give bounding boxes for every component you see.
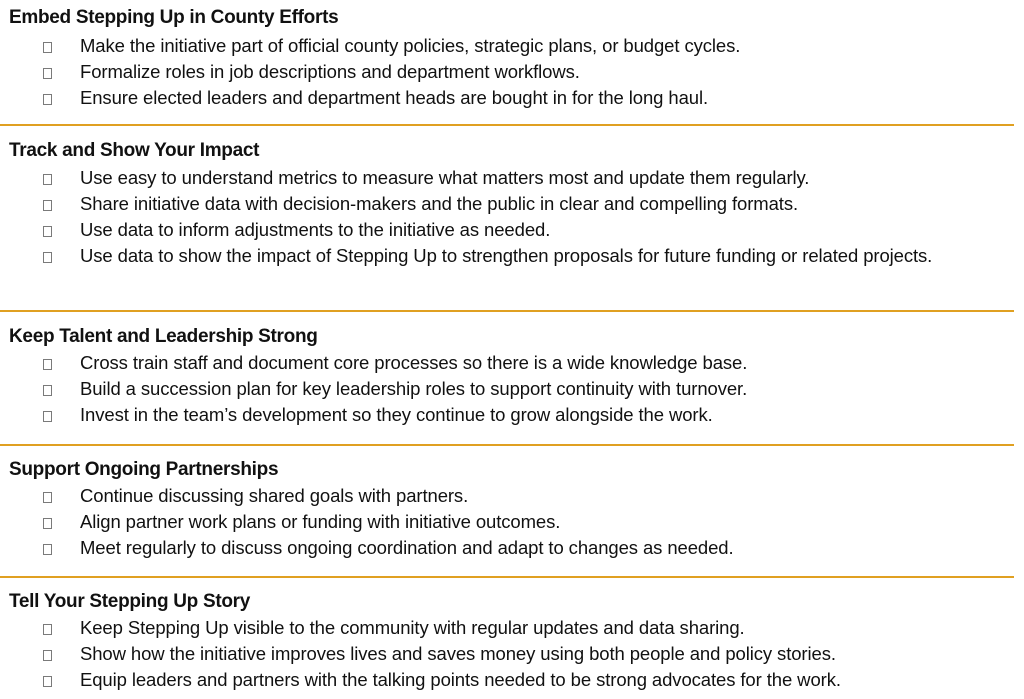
list-item-text: Build a succession plan for key leadership roles to support continuity with turnover. [80,378,748,399]
list-item-text: Use data to show the impact of Stepping Up to strengthen proposals for future funding or related projects. [80,245,933,266]
checkbox-icon [43,94,52,105]
list-item-text: Use easy to understand metrics to measure what matters most and update them regularly. [80,167,810,188]
list-item-text: Equip leaders and partners with the talking points needed to be strong advocates for the work. [80,669,841,690]
checkbox-icon [43,385,52,396]
checkbox-icon [43,68,52,79]
checkbox-icon [43,42,52,53]
list-item-text: Meet regularly to discuss ongoing coordination and adapt to changes as needed. [80,537,734,558]
checkbox-icon [43,359,52,370]
section-title: Track and Show Your Impact [9,140,260,161]
list-item-text: Continue discussing shared goals with partners. [80,485,469,506]
checkbox-icon [43,518,52,529]
section-title: Support Ongoing Partnerships [9,459,279,480]
list-item-text: Use data to inform adjustments to the initiative as needed. [80,219,551,240]
checkbox-icon [43,492,52,503]
section-title: Keep Talent and Leadership Strong [9,326,318,347]
section-divider [0,124,1014,126]
list-item-text: Keep Stepping Up visible to the community with regular updates and data sharing. [80,617,745,638]
checkbox-icon [43,252,52,263]
checkbox-icon [43,200,52,211]
checkbox-icon [43,650,52,661]
list-item-text: Invest in the team’s development so they continue to grow alongside the work. [80,404,713,425]
section-divider [0,444,1014,446]
section-divider [0,576,1014,578]
list-item-text: Formalize roles in job descriptions and department workflows. [80,61,580,82]
checkbox-icon [43,174,52,185]
checkbox-icon [43,411,52,422]
checkbox-icon [43,226,52,237]
section-title: Tell Your Stepping Up Story [9,591,251,612]
checkbox-icon [43,676,52,687]
list-item-text: Show how the initiative improves lives and saves money using both people and policy stories. [80,643,836,664]
list-item-text: Ensure elected leaders and department heads are bought in for the long haul. [80,87,709,108]
list-item-text: Share initiative data with decision-makers and the public in clear and compelling formats. [80,193,799,214]
list-item-text: Make the initiative part of official county policies, strategic plans, or budget cycles. [80,35,741,56]
checkbox-icon [43,544,52,555]
section-divider [0,310,1014,312]
list-item-text: Align partner work plans or funding with initiative outcomes. [80,511,561,532]
checkbox-icon [43,624,52,635]
list-item-text: Cross train staff and document core processes so there is a wide knowledge base. [80,352,748,373]
section-title: Embed Stepping Up in County Efforts [9,7,339,28]
